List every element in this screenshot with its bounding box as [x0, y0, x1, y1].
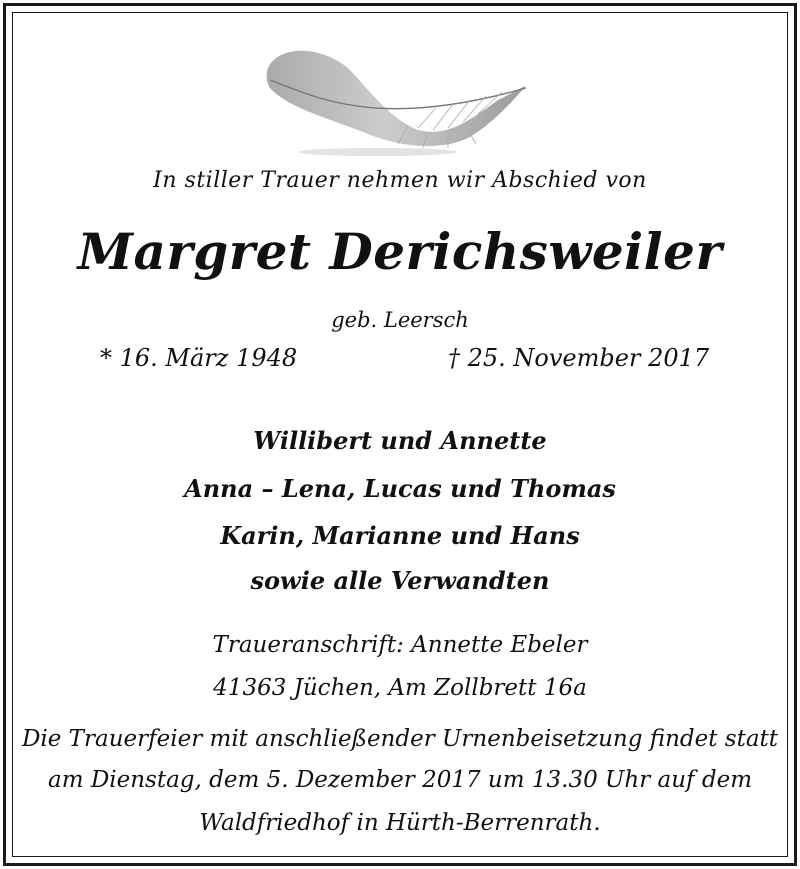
ceremony-line: am Dienstag, dem 5. Dezember 2017 um 13.30 Uhr auf dem [47, 767, 753, 793]
birth-date: * 16. März 1948 [100, 344, 298, 372]
family-line: sowie alle Verwandten [250, 566, 550, 595]
family-line: Karin, Marianne und Hans [220, 521, 580, 550]
birth-name: geb. Leersch [331, 308, 469, 332]
ceremony-line: Die Trauerfeier mit anschließender Urnenbeisetzung findet statt [21, 726, 779, 752]
ceremony-line: Waldfriedhof in Hürth-Berrenrath. [199, 810, 601, 836]
family-line: Willibert und Annette [253, 426, 547, 455]
feather-icon [258, 38, 538, 158]
address-line: Traueranschrift: Annette Ebeler [212, 632, 588, 658]
deceased-name: Margret Derichsweiler [77, 222, 723, 281]
intro-text: In stiller Trauer nehmen wir Abschied von [153, 168, 647, 193]
family-line: Anna – Lena, Lucas und Thomas [184, 474, 616, 503]
death-date: † 25. November 2017 [448, 344, 710, 372]
address-line: 41363 Jüchen, Am Zollbrett 16a [213, 675, 587, 701]
